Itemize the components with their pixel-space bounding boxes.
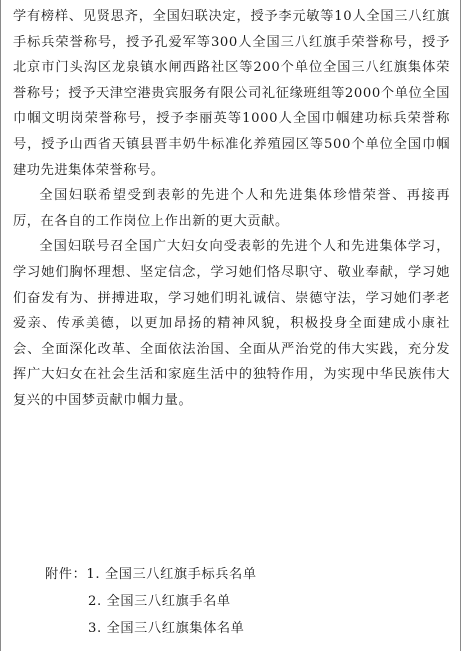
attachment-item-2: 2. 全国三八红旗手名单 xyxy=(88,594,231,609)
attachment-label: 附件： xyxy=(45,567,87,582)
attachment-item-3: 3. 全国三八红旗集体名单 xyxy=(88,621,245,636)
paragraph-awards: 学有榜样、见贤思齐，全国妇联决定，授予李元敏等10人全国三八红旗手标兵荣誉称号，授予孔爱军等300人全国三八红旗手荣誉称号，授予北京市门头沟区龙泉镇水闸西路社区等200个单位全国三八红旗集体荣誉称号；授予天津空港贵宾服务有限公司礼征缘班组等2000个单位全国巾帼文明岗荣誉称号，授予李丽英等1000人全国巾帼建功标兵荣誉称号，授予山西省天镇县晋丰奶牛标准化养殖园区等500个单位全国巾帼建功先进集体荣誉称号。 xyxy=(13,9,450,178)
attachment-line-2 xyxy=(88,590,231,614)
document-body xyxy=(13,4,450,414)
paragraph-hope: 全国妇联希望受到表彰的先进个人和先进集体珍惜荣誉、再接再厉，在各自的工作岗位上作出新的更大贡献。 xyxy=(13,188,450,229)
attachment-line-3 xyxy=(88,617,244,641)
attachment-line-1 xyxy=(45,563,257,587)
attachment-item-1: 1. 全国三八红旗手标兵名单 xyxy=(86,567,257,582)
paragraph-call-to-learn: 全国妇联号召全国广大妇女向受表彰的先进个人和先进集体学习，学习她们胸怀理想、坚定信念，学习她们恪尽职守、敬业奉献，学习她们奋发有为、拼搏进取，学习她们明礼诚信、崇德守法，学习她们孝老爱亲、传承美德，以更加昂扬的精神风貌，积极投身全面建成小康社会、全面深化改革、全面依法治国、全面从严治党的伟大实践，充分发挥广大妇女在社会生活和家庭生活中的独特作用，为实现中华民族伟大复兴的中国梦贡献巾帼力量。 xyxy=(13,239,450,408)
